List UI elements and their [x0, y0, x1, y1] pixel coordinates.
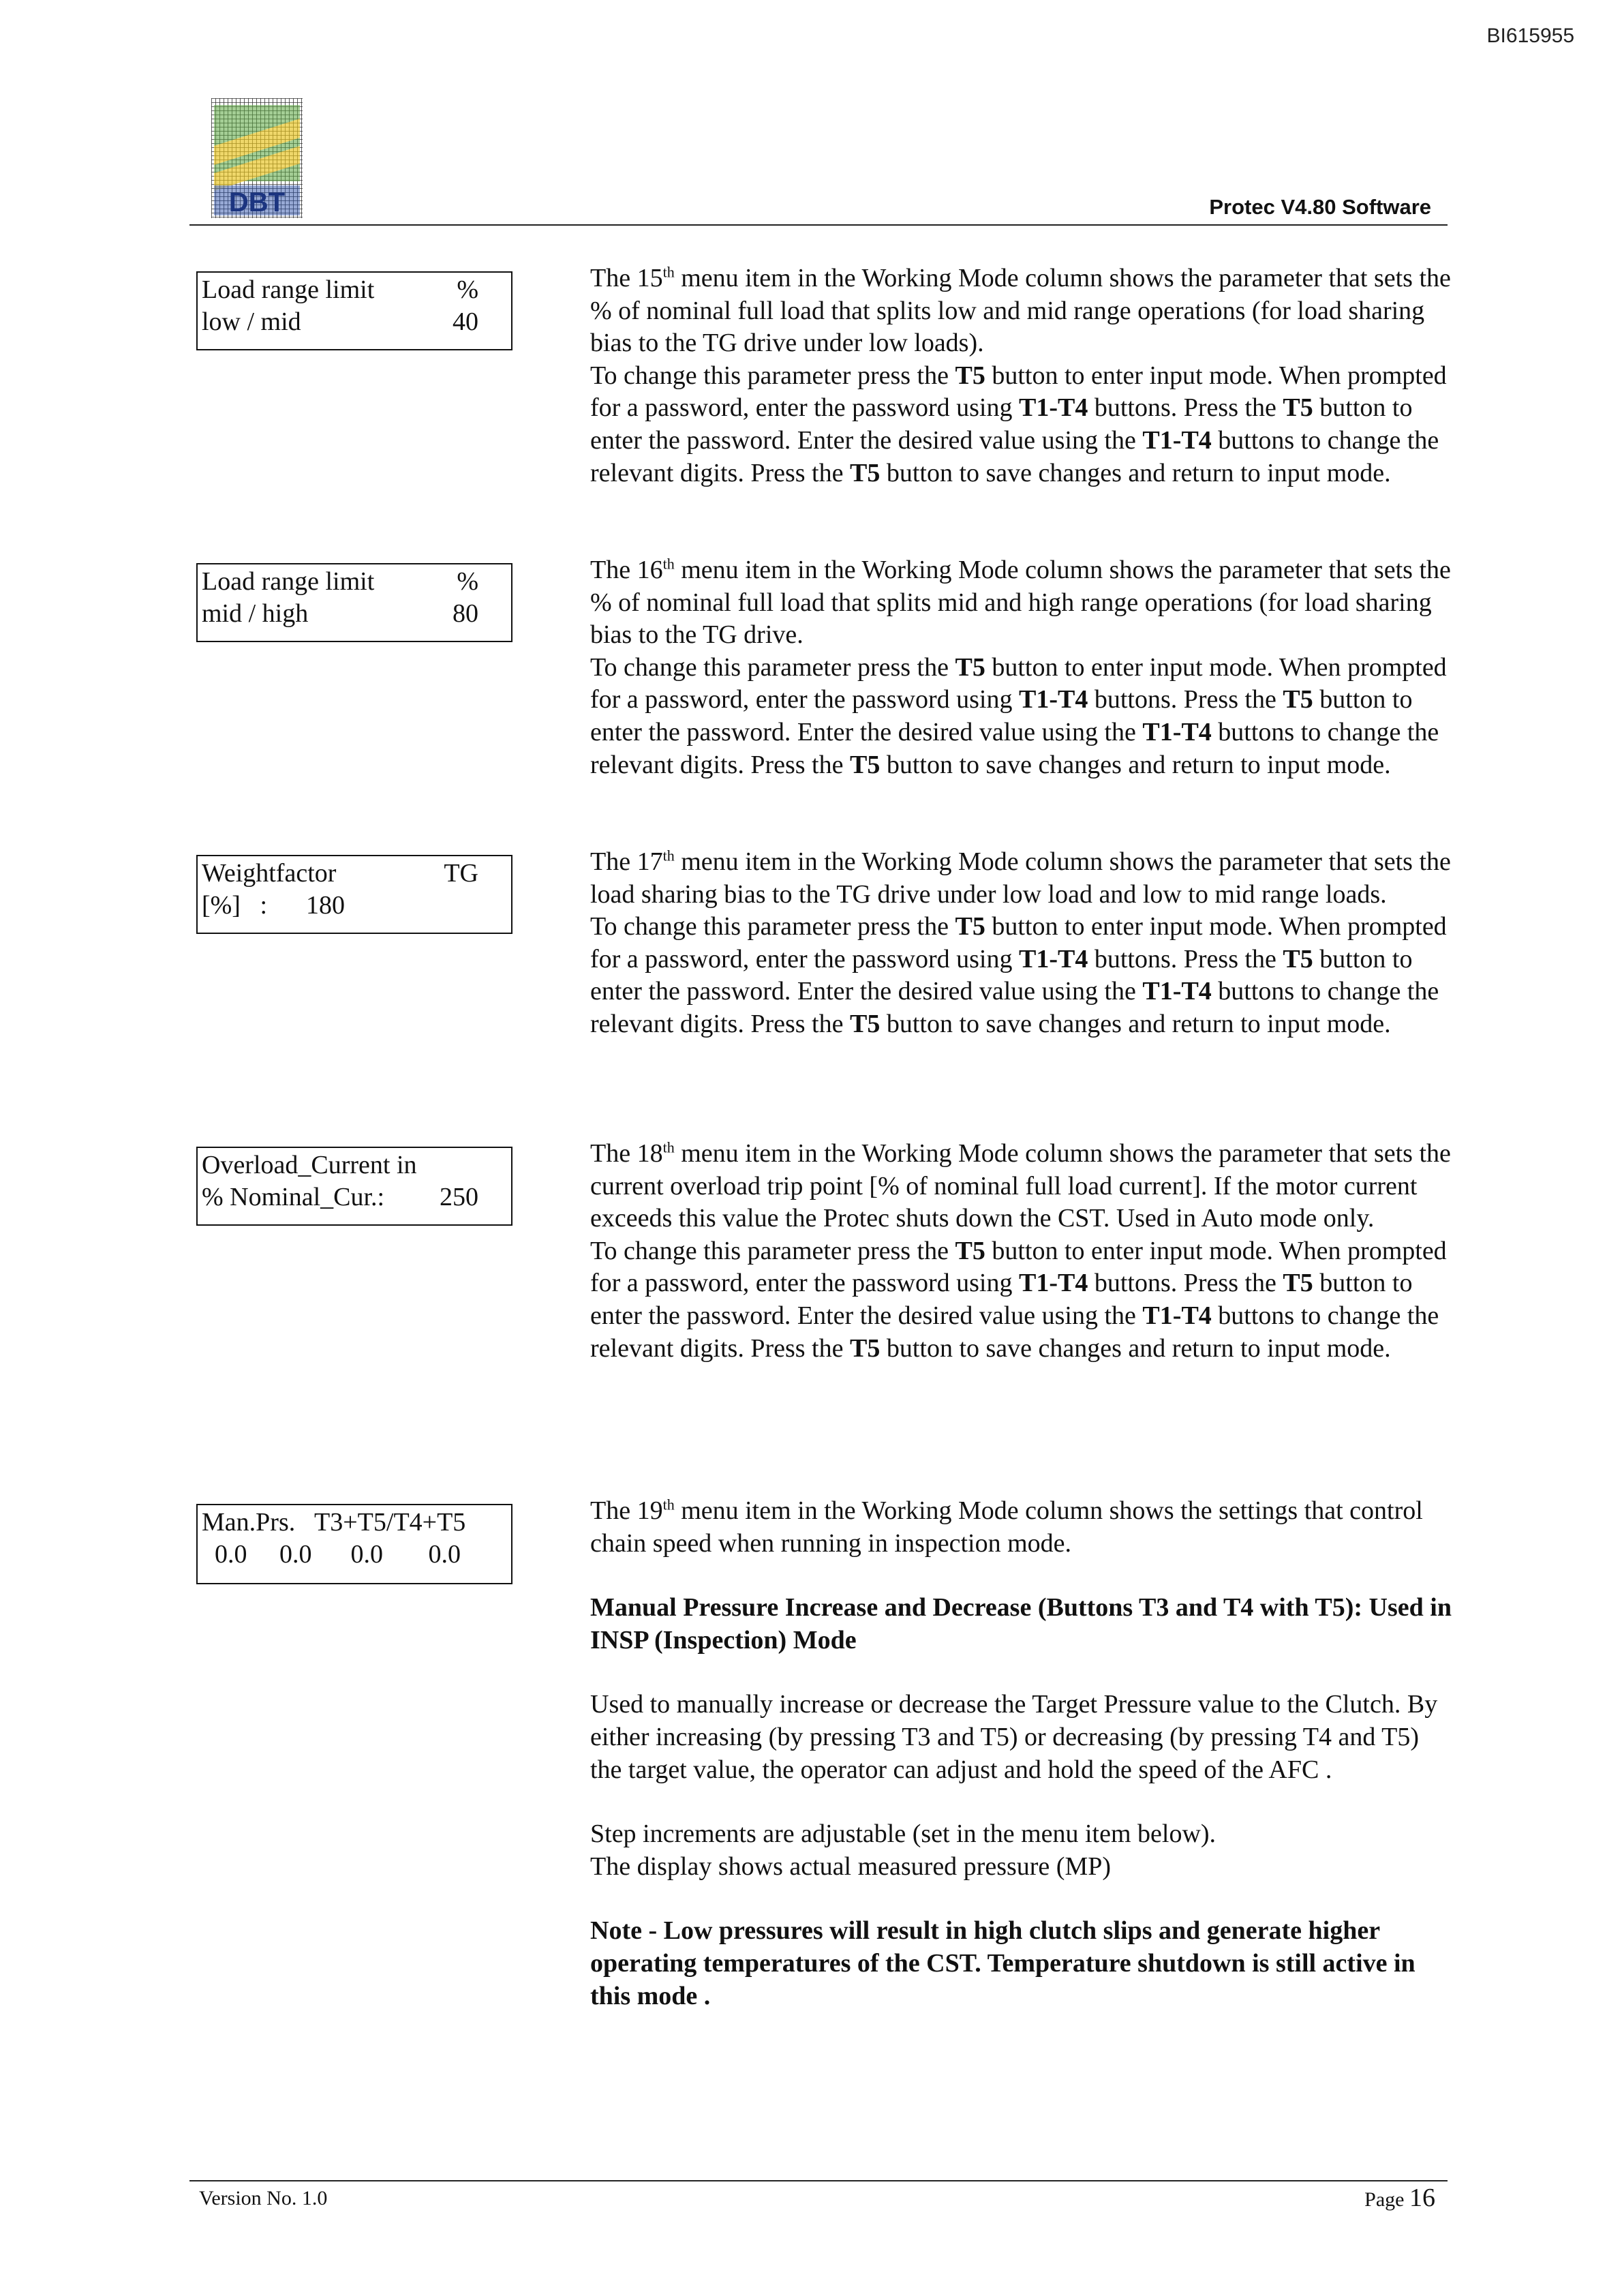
- page-number: Page 16: [1364, 2184, 1435, 2212]
- lcd-line2-label: mid / high: [202, 599, 309, 628]
- intro-paragraph: The 19th menu item in the Working Mode column shows the settings that control chain speed when running in inspection mode.: [590, 1496, 1423, 1558]
- lcd-line1-label: Load range limit: [202, 275, 375, 304]
- lcd-line1-unit: %: [457, 275, 478, 304]
- section-item-18: [590, 1138, 1452, 1365]
- dbt-logo: [211, 98, 303, 218]
- intro-paragraph: The 18th menu item in the Working Mode column shows the parameter that sets the current overload trip point [% of nominal full load current]. If the motor current exceeds this value the Protec shuts down the CST. Used in Auto mode only.: [590, 1138, 1451, 1233]
- header-rule: [189, 224, 1448, 226]
- intro-paragraph: The 15th menu item in the Working Mode column shows the parameter that sets the % of nominal full load that splits low and mid range operations (for load sharing bias to the TG drive under low loads).: [590, 263, 1451, 358]
- lcd-line1: Man.Prs. T3+T5/T4+T5: [202, 1508, 466, 1537]
- lcd-line1-label: Weightfactor: [202, 859, 337, 888]
- logo-text: DBT: [228, 187, 286, 217]
- step-increments-text: Step increments are adjustable (set in the menu item below).: [590, 1819, 1216, 1849]
- lcd-line1-unit: TG: [444, 859, 478, 888]
- change-instructions: To change this parameter press the T5 button to enter input mode. When prompted for a password, enter the password using T1-T4 buttons. Press the T5 button to enter the password. Enter the desired value using the T1-T4 buttons to change the relevant digits. Press the T5 button to save changes and return to input mode.: [590, 1236, 1447, 1363]
- lcd-line2-values: 0.0 0.0 0.0 0.0: [202, 1540, 461, 1569]
- lcd-line1-unit: %: [457, 567, 478, 596]
- lcd-line1-label: Load range limit: [202, 567, 375, 596]
- footer-rule: [189, 2180, 1448, 2181]
- display-pressure-text: The display shows actual measured pressure (MP): [590, 1852, 1112, 1881]
- intro-paragraph: The 16th menu item in the Working Mode column shows the parameter that sets the % of nominal full load that splits mid and high range operations (for load sharing bias to the TG drive.: [590, 555, 1451, 650]
- lcd-line2-value: 80: [453, 599, 478, 628]
- note-text: Note - Low pressures will result in high clutch slips and generate higher operating temperatures of the CST. Temperature shutdown is still active in this mode .: [590, 1916, 1416, 2010]
- change-instructions: To change this parameter press the T5 button to enter input mode. When prompted for a password, enter the password using T1-T4 buttons. Press the T5 button to enter the password. Enter the desired value using the T1-T4 buttons to change the relevant digits. Press the T5 button to save changes and return to input mode.: [590, 361, 1447, 487]
- lcd-display-load-range-low-mid: [196, 271, 512, 350]
- section-item-19: [590, 1495, 1452, 2012]
- lcd-display-manual-pressure: [196, 1504, 512, 1584]
- lcd-line2-value: 40: [453, 307, 478, 336]
- lcd-line2-value: 250: [440, 1183, 478, 1211]
- section-item-15: [590, 262, 1452, 489]
- lcd-display-load-range-mid-high: [196, 563, 512, 642]
- change-instructions: To change this parameter press the T5 button to enter input mode. When prompted for a password, enter the password using T1-T4 buttons. Press the T5 button to enter the password. Enter the desired value using the T1-T4 buttons to change the relevant digits. Press the T5 button to save changes and return to input mode.: [590, 912, 1447, 1038]
- lcd-line2-label: low / mid: [202, 307, 301, 336]
- intro-paragraph: The 17th menu item in the Working Mode column shows the parameter that sets the load sharing bias to the TG drive under low load and low to mid range loads.: [590, 847, 1451, 909]
- section-item-16: [590, 554, 1452, 781]
- lcd-line1-label: Overload_Current in: [202, 1151, 417, 1179]
- manual-pressure-heading: Manual Pressure Increase and Decrease (Buttons T3 and T4 with T5): Used in INSP (Inspection) Mode: [590, 1593, 1452, 1655]
- lcd-display-weightfactor: [196, 855, 512, 934]
- lcd-line2-value: [%] : 180: [202, 891, 346, 920]
- change-instructions: To change this parameter press the T5 button to enter input mode. When prompted for a password, enter the password using T1-T4 buttons. Press the T5 button to enter the password. Enter the desired value using the T1-T4 buttons to change the relevant digits. Press the T5 button to save changes and return to input mode.: [590, 652, 1447, 779]
- lcd-line2-label: % Nominal_Cur.:: [202, 1183, 385, 1211]
- version-number: Version No. 1.0: [199, 2187, 328, 2209]
- lcd-display-overload-current: [196, 1147, 512, 1226]
- manual-pressure-description: Used to manually increase or decrease the Target Pressure value to the Clutch. By either increasing (by pressing T3 and T5) or decreasing (by pressing T4 and T5) the target value, the operator can adjust and hold the speed of the AFC .: [590, 1690, 1438, 1784]
- document-id: BI615955: [1486, 25, 1574, 47]
- header-title: Protec V4.80 Software: [1209, 195, 1431, 219]
- section-item-17: [590, 846, 1452, 1041]
